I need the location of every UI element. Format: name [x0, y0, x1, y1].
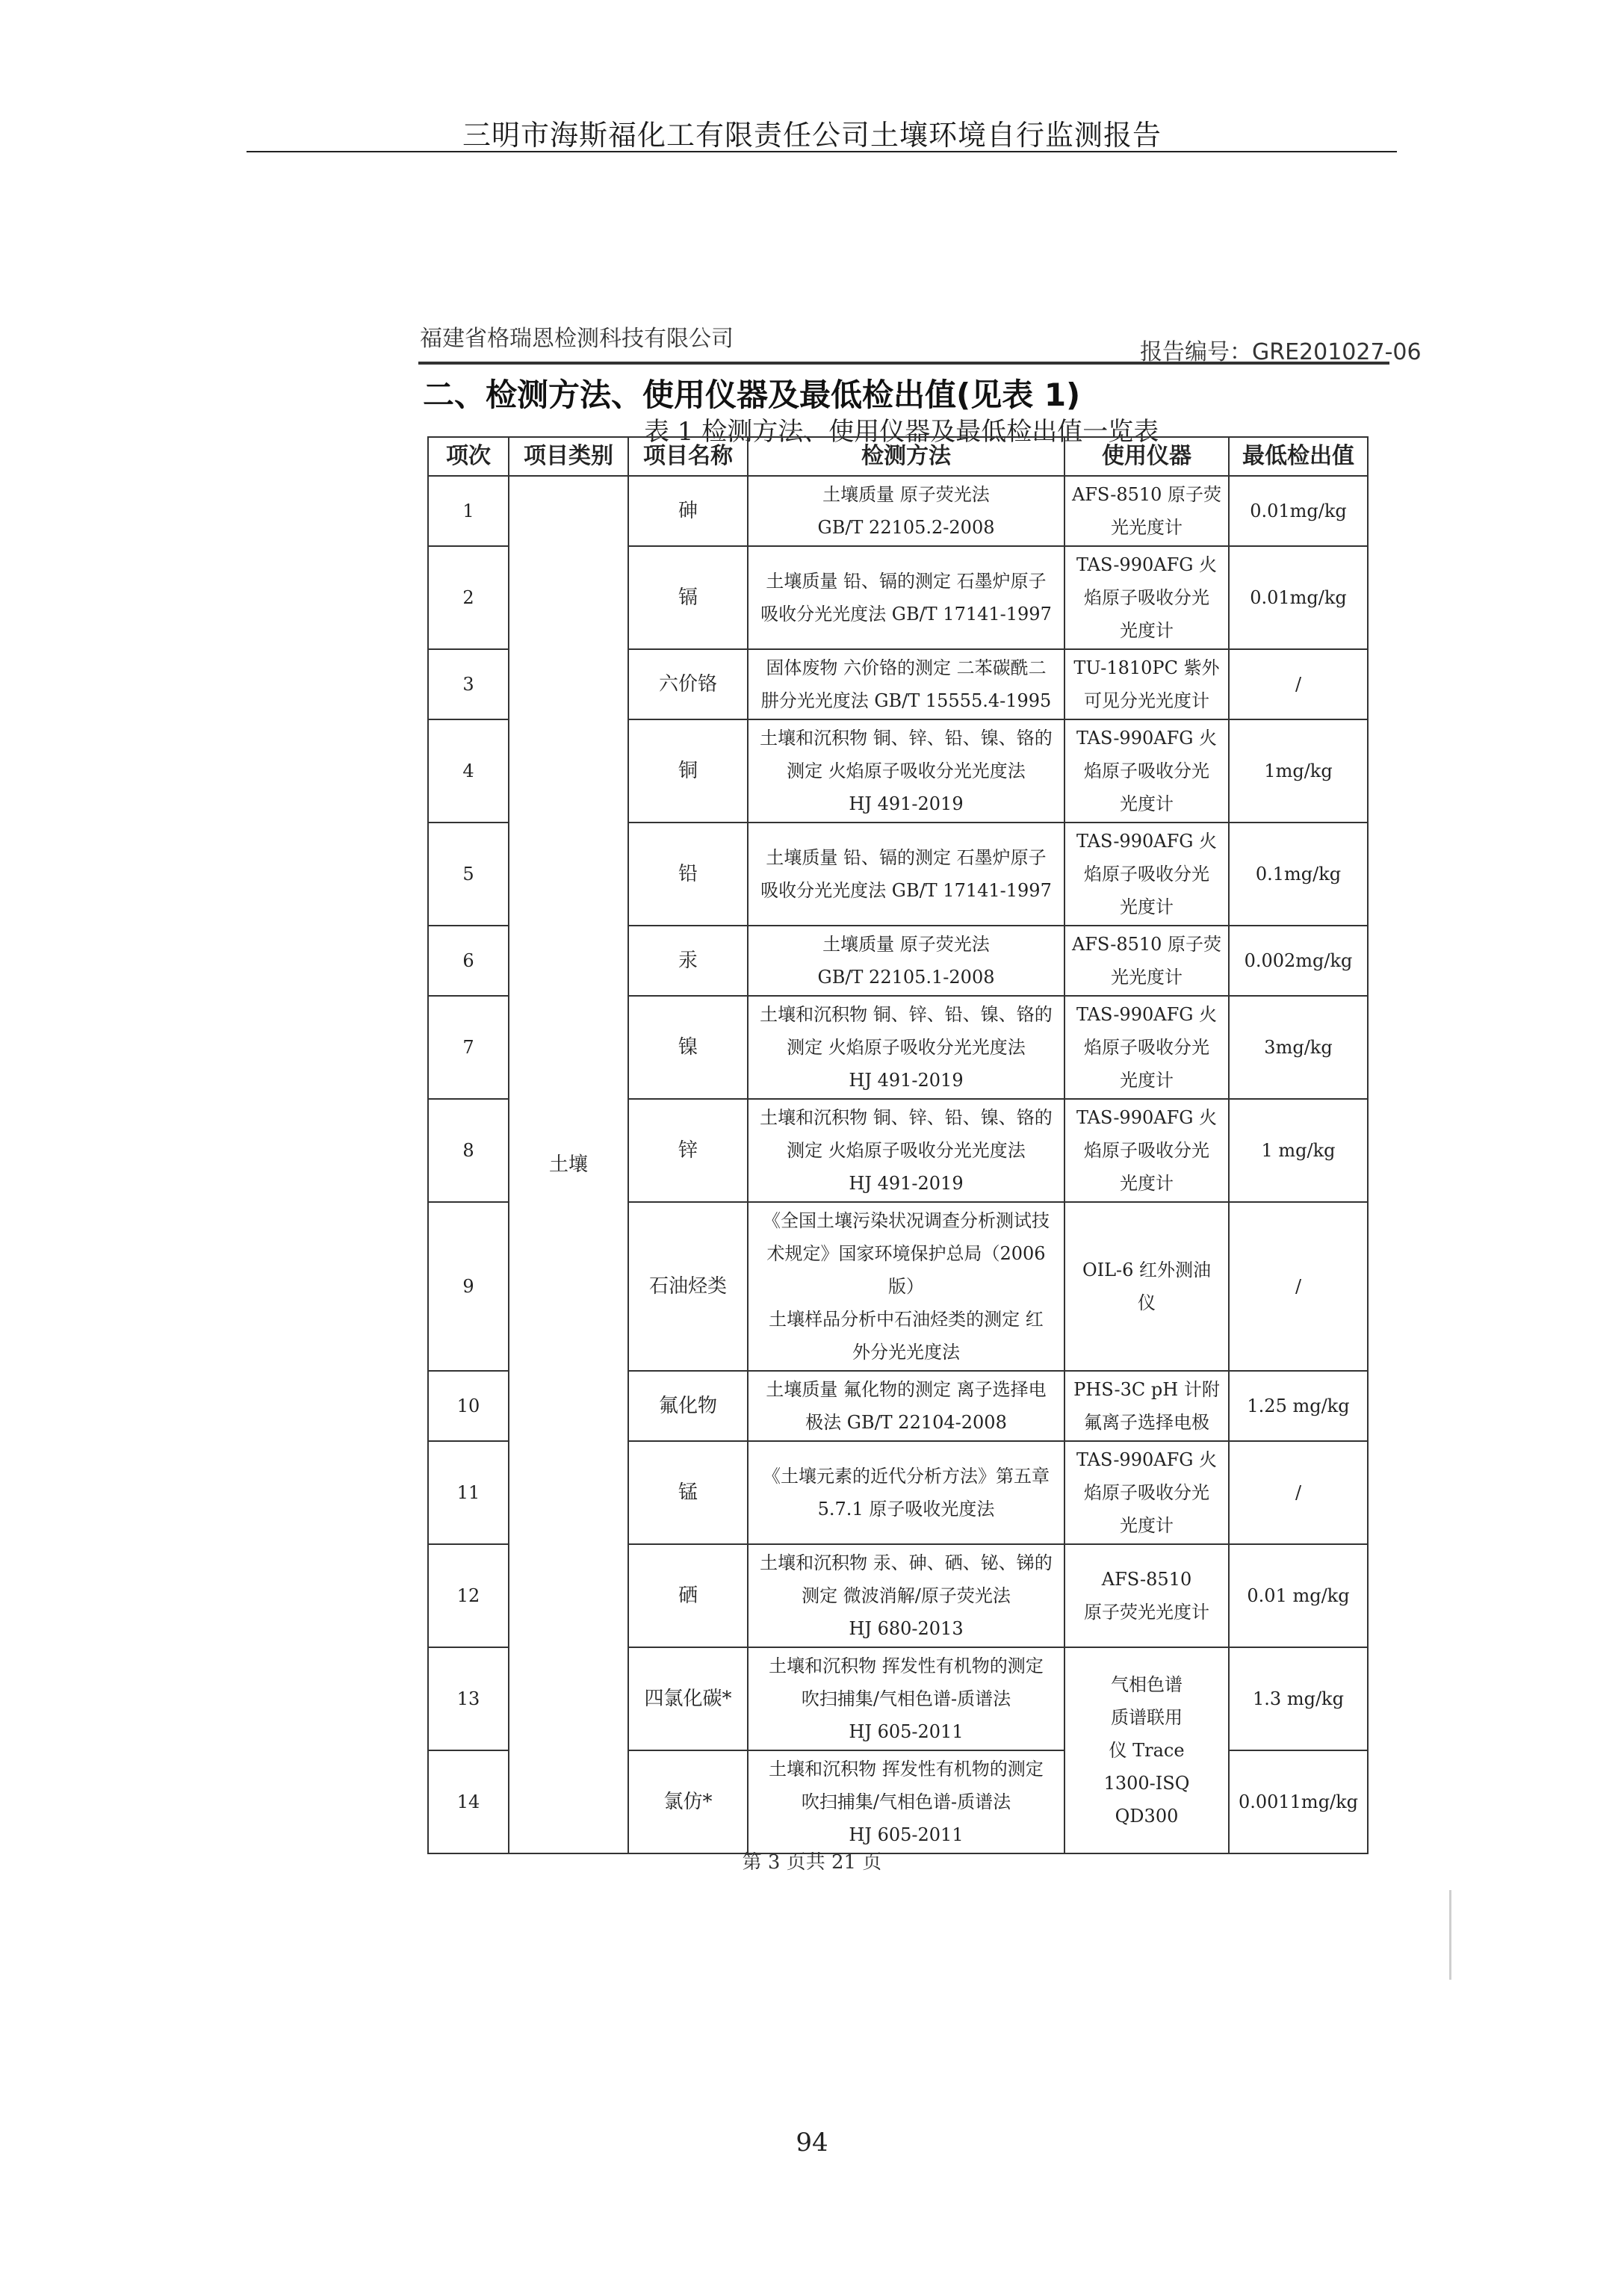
cell-line: AFS-8510	[1101, 1569, 1192, 1590]
cell-method	[748, 1750, 1064, 1853]
cell-line: 可见分光光度计	[1084, 690, 1209, 711]
cell-line: 光度计	[1120, 1173, 1174, 1194]
cell-item: 汞	[628, 926, 748, 996]
cell-line: 测定 微波消解/原子荧光法	[802, 1585, 1011, 1606]
cell-line: GB/T 22105.2-2008	[817, 517, 995, 538]
cell-line: 1300-ISQ	[1103, 1773, 1190, 1794]
cell-line: HJ 491-2019	[849, 1070, 964, 1091]
cell-line: 术规定》国家环境保护总局（2006 版）	[766, 1243, 1046, 1297]
cell-line: 原子荧光光度计	[1084, 1602, 1209, 1623]
cell-line: 测定 火焰原子吸收分光光度法	[787, 1140, 1026, 1161]
cell-line: 外分光光度法	[852, 1342, 960, 1363]
cell-line: 土壤和沉积物 汞、砷、硒、铋、锑的	[760, 1552, 1053, 1573]
cell-instrument	[1064, 1099, 1229, 1202]
header-item: 项目名称	[628, 437, 748, 476]
cell-line: TAS-990AFG 火	[1076, 554, 1218, 575]
cell-line: 吹扫捕集/气相色谱-质谱法	[801, 1791, 1011, 1812]
header-rule	[247, 151, 1397, 152]
cell-instrument	[1064, 649, 1229, 719]
cell-line: 固体废物 六价铬的测定 二苯碳酰二	[766, 657, 1047, 678]
cell-line: 光光度计	[1111, 517, 1183, 538]
cell-line: 光光度计	[1111, 967, 1183, 988]
cell-line: 测定 火焰原子吸收分光光度法	[787, 761, 1026, 781]
company-name: 福建省格瑞恩检测科技有限公司	[420, 326, 734, 352]
cell-line: TU-1810PC 紫外	[1073, 657, 1220, 678]
page-info: 第 3 页共 21 页	[742, 1851, 882, 1874]
cell-instrument	[1064, 1202, 1229, 1371]
cell-no: 8	[428, 1099, 509, 1202]
cell-method	[748, 719, 1064, 823]
cell-method	[748, 823, 1064, 926]
cell-method	[748, 926, 1064, 996]
cell-line: 焰原子吸收分光	[1084, 1037, 1209, 1058]
cell-no: 3	[428, 649, 509, 719]
cell-line: 仪	[1138, 1292, 1156, 1313]
cell-line: 《全国土壤污染状况调查分析测试技	[763, 1210, 1050, 1231]
cell-line: 土壤质量 原子荧光法	[822, 934, 990, 955]
cell-limit: 0.0011mg/kg	[1229, 1750, 1368, 1853]
report-number: 报告编号：GRE201027-06	[1140, 339, 1422, 365]
header-instrument: 使用仪器	[1064, 437, 1229, 476]
cell-line: TAS-990AFG 火	[1076, 728, 1218, 749]
cell-method	[748, 649, 1064, 719]
cell-line: 土壤质量 氟化物的测定 离子选择电	[766, 1379, 1047, 1400]
cell-line: 土壤和沉积物 铜、锌、铅、镍、铬的	[760, 728, 1053, 749]
cell-line: 测定 火焰原子吸收分光光度法	[787, 1037, 1026, 1058]
cell-method	[748, 996, 1064, 1099]
cell-line: 焰原子吸收分光	[1084, 1482, 1209, 1503]
cell-method	[748, 476, 1064, 546]
cell-limit: 1mg/kg	[1229, 719, 1368, 823]
cell-instrument	[1064, 823, 1229, 926]
cell-line: 吸收分光光度法 GB/T 17141-1997	[760, 604, 1052, 625]
cell-no: 14	[428, 1750, 509, 1853]
cell-line: 焰原子吸收分光	[1084, 864, 1209, 885]
cell-line: TAS-990AFG 火	[1076, 1004, 1218, 1025]
header-limit: 最低检出值	[1229, 437, 1368, 476]
cell-instrument-shared	[1064, 1647, 1229, 1853]
table-row	[428, 476, 1368, 546]
cell-limit: 0.01 mg/kg	[1229, 1544, 1368, 1647]
cell-line: 5.7.1 原子吸收光度法	[817, 1499, 995, 1520]
cell-no: 9	[428, 1202, 509, 1371]
sub-header-rule	[418, 362, 1389, 365]
cell-limit: 0.1mg/kg	[1229, 823, 1368, 926]
cell-line: 氟离子选择电极	[1084, 1412, 1209, 1433]
cell-line: 极法 GB/T 22104-2008	[805, 1412, 1007, 1433]
cell-line: TAS-990AFG 火	[1076, 831, 1218, 852]
cell-line: 土壤和沉积物 铜、锌、铅、镍、铬的	[760, 1004, 1053, 1025]
cell-method	[748, 1441, 1064, 1544]
cell-line: 土壤和沉积物 铜、锌、铅、镍、铬的	[760, 1107, 1053, 1128]
cell-line: 焰原子吸收分光	[1084, 1140, 1209, 1161]
cell-no: 5	[428, 823, 509, 926]
cell-line: HJ 491-2019	[849, 1173, 964, 1194]
cell-line: 光度计	[1120, 1515, 1174, 1536]
cell-no: 2	[428, 546, 509, 649]
cell-no: 12	[428, 1544, 509, 1647]
cell-line: HJ 680-2013	[849, 1618, 964, 1639]
cell-item: 铅	[628, 823, 748, 926]
cell-line: 土壤质量 铅、镉的测定 石墨炉原子	[766, 571, 1047, 592]
cell-line: 焰原子吸收分光	[1084, 761, 1209, 781]
cell-method	[748, 1544, 1064, 1647]
cell-line: 质谱联用	[1111, 1707, 1183, 1728]
cell-line: 焰原子吸收分光	[1084, 587, 1209, 608]
section-heading: 二、检测方法、使用仪器及最低检出值(见表 1)	[423, 377, 1081, 413]
cell-line: QD300	[1115, 1806, 1179, 1827]
cell-line: TAS-990AFG 火	[1076, 1449, 1218, 1470]
cell-line: 土壤和沉积物 挥发性有机物的测定	[769, 1759, 1044, 1780]
cell-instrument	[1064, 926, 1229, 996]
report-title: 三明市海斯福化工有限责任公司土壤环境自行监测报告	[462, 119, 1162, 152]
table-caption: 表 1 检测方法、使用仪器及最低检出值一览表	[644, 417, 1159, 447]
cell-line: 土壤质量 原子荧光法	[822, 484, 990, 505]
cell-item: 铜	[628, 719, 748, 823]
cell-line: 肼分光光度法 GB/T 15555.4-1995	[760, 690, 1052, 711]
cell-line: TAS-990AFG 火	[1076, 1107, 1218, 1128]
cell-line: HJ 605-2011	[849, 1721, 964, 1742]
cell-limit: /	[1229, 649, 1368, 719]
cell-limit: 3mg/kg	[1229, 996, 1368, 1099]
cell-no: 11	[428, 1441, 509, 1544]
cell-line: 《土壤元素的近代分析方法》第五章	[763, 1466, 1050, 1487]
cell-instrument	[1064, 476, 1229, 546]
cell-line: 光度计	[1120, 1070, 1174, 1091]
cell-line: HJ 605-2011	[849, 1824, 964, 1845]
cell-instrument	[1064, 719, 1229, 823]
cell-instrument	[1064, 1371, 1229, 1441]
scan-edge-mark	[1449, 1890, 1451, 1980]
header-no: 项次	[428, 437, 509, 476]
cell-limit: /	[1229, 1202, 1368, 1371]
cell-line: 土壤样品分析中石油烃类的测定 红	[769, 1309, 1044, 1330]
cell-limit: 1.3 mg/kg	[1229, 1647, 1368, 1750]
cell-line: 土壤和沉积物 挥发性有机物的测定	[769, 1655, 1044, 1676]
cell-no: 10	[428, 1371, 509, 1441]
table-header-row	[428, 437, 1368, 476]
cell-item: 氟化物	[628, 1371, 748, 1441]
cell-line: 吸收分光光度法 GB/T 17141-1997	[760, 880, 1052, 901]
cell-line: 气相色谱	[1111, 1674, 1183, 1695]
cell-item: 砷	[628, 476, 748, 546]
cell-line: GB/T 22105.1-2008	[817, 967, 995, 988]
cell-line: AFS-8510 原子荧	[1071, 934, 1222, 955]
cell-limit: 1 mg/kg	[1229, 1099, 1368, 1202]
cell-item: 石油烃类	[628, 1202, 748, 1371]
cell-instrument	[1064, 1544, 1229, 1647]
cell-category: 土壤	[509, 476, 628, 1853]
cell-no: 1	[428, 476, 509, 546]
cell-item: 硒	[628, 1544, 748, 1647]
cell-line: HJ 491-2019	[849, 793, 964, 814]
header-category: 项目类别	[509, 437, 628, 476]
cell-item: 锌	[628, 1099, 748, 1202]
cell-no: 7	[428, 996, 509, 1099]
cell-limit: /	[1229, 1441, 1368, 1544]
cell-line: OIL-6 红外测油	[1082, 1260, 1212, 1280]
cell-limit: 0.01mg/kg	[1229, 476, 1368, 546]
cell-line: 光度计	[1120, 896, 1174, 917]
cell-line: 仪 Trace	[1109, 1740, 1185, 1761]
cell-item: 镉	[628, 546, 748, 649]
cell-method	[748, 1099, 1064, 1202]
cell-method	[748, 546, 1064, 649]
cell-item: 锰	[628, 1441, 748, 1544]
cell-limit: 1.25 mg/kg	[1229, 1371, 1368, 1441]
cell-item: 镍	[628, 996, 748, 1099]
cell-instrument	[1064, 546, 1229, 649]
cell-line: 光度计	[1120, 620, 1174, 641]
cell-item: 六价铬	[628, 649, 748, 719]
cell-method	[748, 1647, 1064, 1750]
cell-method	[748, 1202, 1064, 1371]
cell-line: 吹扫捕集/气相色谱-质谱法	[801, 1688, 1011, 1709]
cell-method	[748, 1371, 1064, 1441]
cell-line: 光度计	[1120, 793, 1174, 814]
cell-limit: 0.002mg/kg	[1229, 926, 1368, 996]
cell-line: 土壤质量 铅、镉的测定 石墨炉原子	[766, 847, 1047, 868]
cell-instrument	[1064, 1441, 1229, 1544]
cell-limit: 0.01mg/kg	[1229, 546, 1368, 649]
page-number: 94	[796, 2128, 828, 2158]
cell-no: 13	[428, 1647, 509, 1750]
cell-no: 6	[428, 926, 509, 996]
method-table	[427, 436, 1369, 1854]
header-method: 检测方法	[748, 437, 1064, 476]
cell-line: PHS-3C pH 计附	[1073, 1379, 1220, 1400]
cell-instrument	[1064, 996, 1229, 1099]
cell-no: 4	[428, 719, 509, 823]
cell-item: 氯仿*	[628, 1750, 748, 1853]
cell-item: 四氯化碳*	[628, 1647, 748, 1750]
cell-line: AFS-8510 原子荧	[1071, 484, 1222, 505]
